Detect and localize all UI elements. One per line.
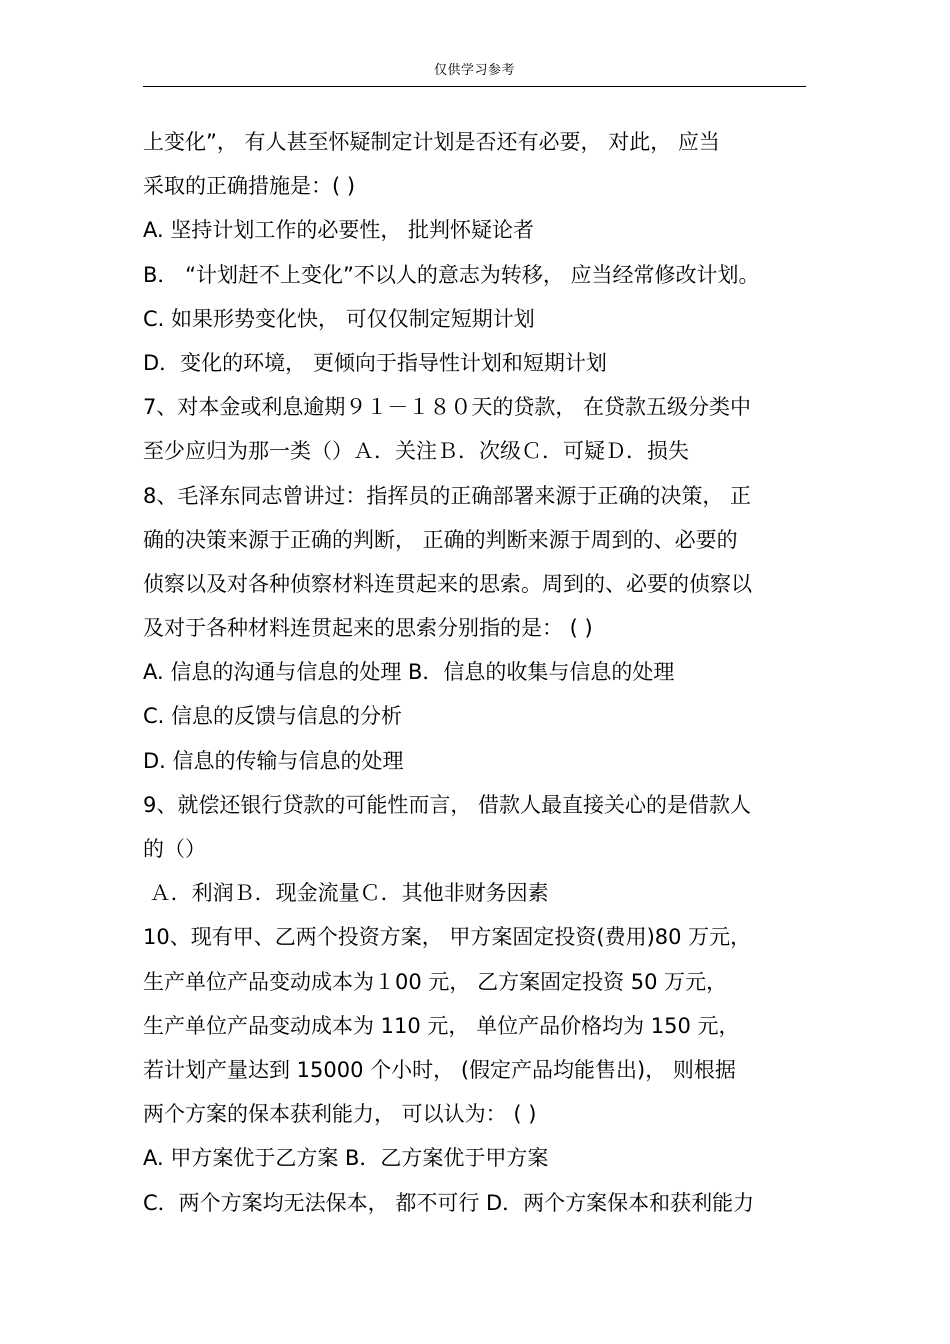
text-line: 采取的正确措施是：( ) [143, 174, 356, 199]
question-line: 10、现有甲、乙两个投资方案， 甲方案固定投资(费用)80 万元， [143, 925, 752, 950]
question-line: 的（） [143, 837, 206, 861]
option-line: D．变化的环境， 更倾向于指导性计划和短期计划 [143, 350, 607, 375]
question-line: 确的决策来源于正确的判断， 正确的判断来源于周到的、必要的 [143, 527, 738, 552]
option-line: A. 坚持计划工作的必要性， 批判怀疑论者 [143, 218, 535, 243]
question-line: 7、对本金或利息逾期９１－１８０天的贷款， 在贷款五级分类中 [143, 395, 752, 420]
question-line: 及对于各种材料连贯起来的思索分别指的是： ( ) [143, 616, 593, 641]
question-line: 若计划产量达到 15000 个小时， (假定产品均能售出)， 则根据 [143, 1057, 736, 1082]
header-text: 仅供学习参考 [433, 63, 515, 78]
option-line: Ａ．利润Ｂ．现金流量Ｃ．其他非财务因素 [143, 881, 549, 906]
question-line: 侦察以及对各种侦察材料连贯起来的思索。周到的、必要的侦察以 [143, 571, 752, 596]
option-line: C．两个方案均无法保本， 都不可行 D．两个方案保本和获利能力 [143, 1190, 755, 1215]
question-line: 9、就偿还银行贷款的可能性而言， 借款人最直接关心的是借款人 [143, 792, 752, 817]
question-line: 8、毛泽东同志曾讲过：指挥员的正确部署来源于正确的决策， 正 [143, 483, 752, 508]
text-line: 上变化”， 有人甚至怀疑制定计划是否还有必要， 对此， 应当 [143, 130, 720, 154]
option-line: D. 信息的传输与信息的处理 [143, 748, 404, 773]
option-line: B． “计划赶不上变化”不以人的意志为转移， 应当经常修改计划。 [143, 262, 760, 287]
option-line: C. 如果形势变化快， 可仅仅制定短期计划 [143, 306, 535, 331]
question-line: 至少应归为那一类（）Ａ．关注Ｂ．次级Ｃ．可疑Ｄ．损失 [143, 439, 689, 464]
document-body [143, 120, 823, 1225]
question-line: 生产单位产品变动成本为１00 元， 乙方案固定投资 50 万元， [143, 969, 728, 994]
question-line: 生产单位产品变动成本为 110 元， 单位产品价格均为 150 元， [143, 1013, 740, 1038]
page-header [143, 58, 806, 87]
option-line: A. 信息的沟通与信息的处理 B．信息的收集与信息的处理 [143, 660, 675, 685]
option-line: C. 信息的反馈与信息的分析 [143, 704, 403, 729]
option-line: A. 甲方案优于乙方案 B．乙方案优于甲方案 [143, 1146, 549, 1171]
question-line: 两个方案的保本获利能力， 可以认为： ( ) [143, 1102, 537, 1127]
